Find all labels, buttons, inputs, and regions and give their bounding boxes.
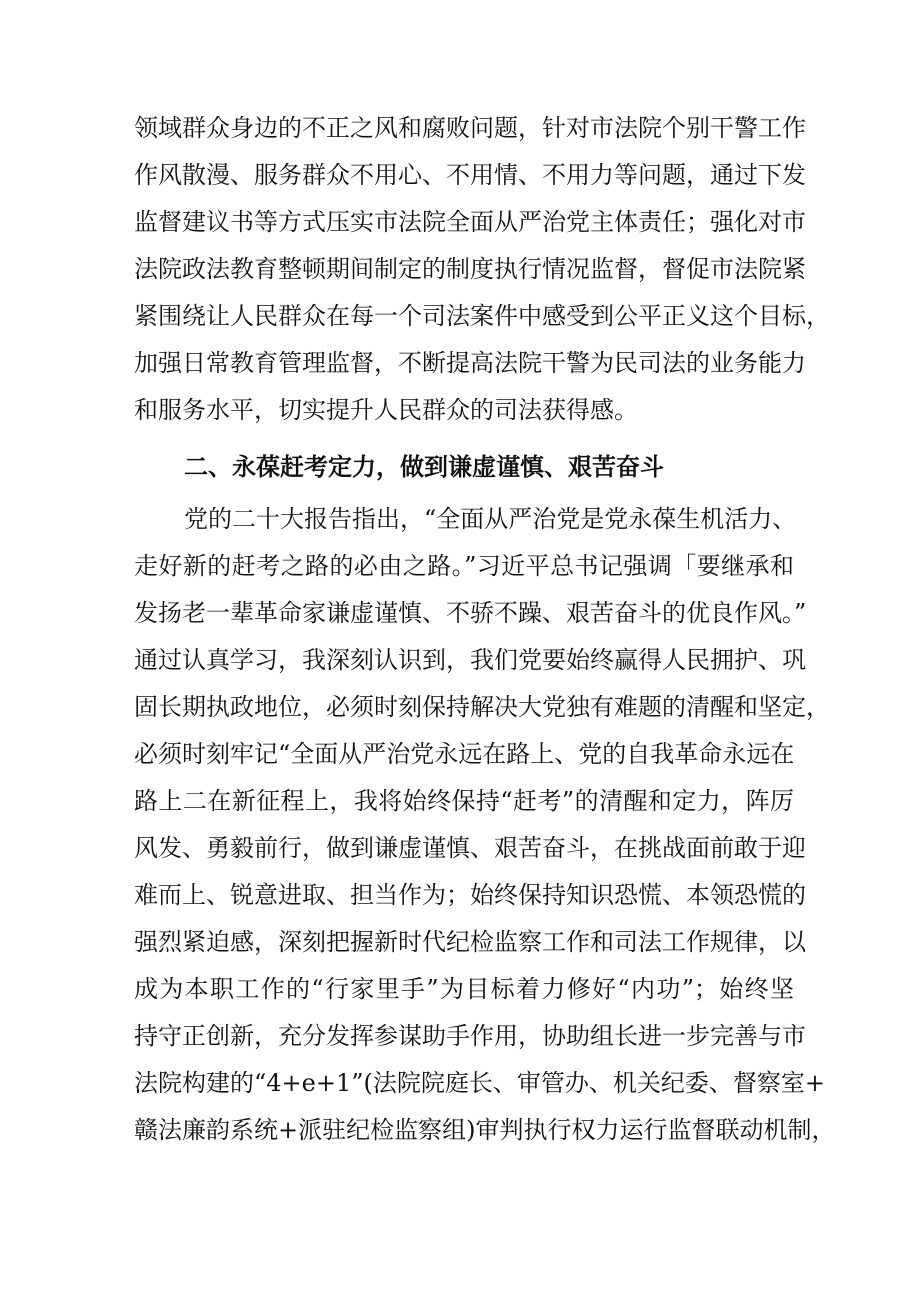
paragraph-line: 走好新的赶考之路的必由之路。”习近平总书记强调「要继承和 xyxy=(134,552,794,580)
paragraph-line: 固长期执政地位，必须时刻保持解决大党独有难题的清醒和坚定， xyxy=(134,693,830,721)
paragraph-line: 赣法廉韵系统+派驻纪检监察组)审判执行权力运行监督联动机制， xyxy=(134,1116,836,1144)
paragraph-line: 持守正创新，充分发挥参谋助手作用，协助组长进一步完善与市 xyxy=(134,1022,806,1050)
paragraph-line: 紧围绕让人民群众在每一个司法案件中感受到公平正义这个目标， xyxy=(134,302,830,330)
paragraph-line: 通过认真学习，我深刻认识到，我们党要始终赢得人民拥护、巩 xyxy=(134,646,806,674)
paragraph-line: 强烈紧迫感，深刻把握新时代纪检监察工作和司法工作规律，以 xyxy=(134,928,806,956)
paragraph-line: 加强日常教育管理监督，不断提高法院干警为民司法的业务能力 xyxy=(134,349,806,377)
paragraph-line: 党的二十大报告指出，“全面从严治党是党永葆生机活力、 xyxy=(184,505,797,533)
paragraph-line: 风发、勇毅前行，做到谦虚谨慎、艰苦奋斗，在挑战面前敢于迎 xyxy=(134,834,806,862)
paragraph-line: 法院构建的“4+e+1”(法院院庭长、审管办、机关纪委、督察室+ xyxy=(134,1069,825,1097)
paragraph-line: 法院政法教育整顿期间制定的制度执行情况监督，督促市法院紧 xyxy=(134,255,806,283)
paragraph-line: 领域群众身边的不正之风和腐败问题，针对市法院个别干警工作 xyxy=(134,114,806,142)
paragraph-line: 成为本职工作的“行家里手”为目标着力修好“内功”；始终坚 xyxy=(134,975,794,1003)
paragraph-line: 和服务水平，切实提升人民群众的司法获得感。 xyxy=(134,396,638,424)
section-heading: 二、永葆赶考定力，做到谦虚谨慎、艰苦奋斗 xyxy=(184,453,664,481)
paragraph-line: 发扬老一辈革命家谦虚谨慎、不骄不躁、艰苦奋斗的优良作风。” xyxy=(134,599,807,627)
paragraph-line: 难而上、锐意进取、担当作为；始终保持知识恐慌、本领恐慌的 xyxy=(134,881,806,909)
paragraph-line: 必须时刻牢记“全面从严治党永远在路上、党的自我革命永远在 xyxy=(134,740,795,768)
paragraph-line: 路上二在新征程上，我将始终保持“赶考”的清醒和定力，阵厉 xyxy=(134,787,794,815)
paragraph-line: 作风散漫、服务群众不用心、不用情、不用力等问题，通过下发 xyxy=(134,161,806,189)
paragraph-line: 监督建议书等方式压实市法院全面从严治党主体责任；强化对市 xyxy=(134,208,806,236)
